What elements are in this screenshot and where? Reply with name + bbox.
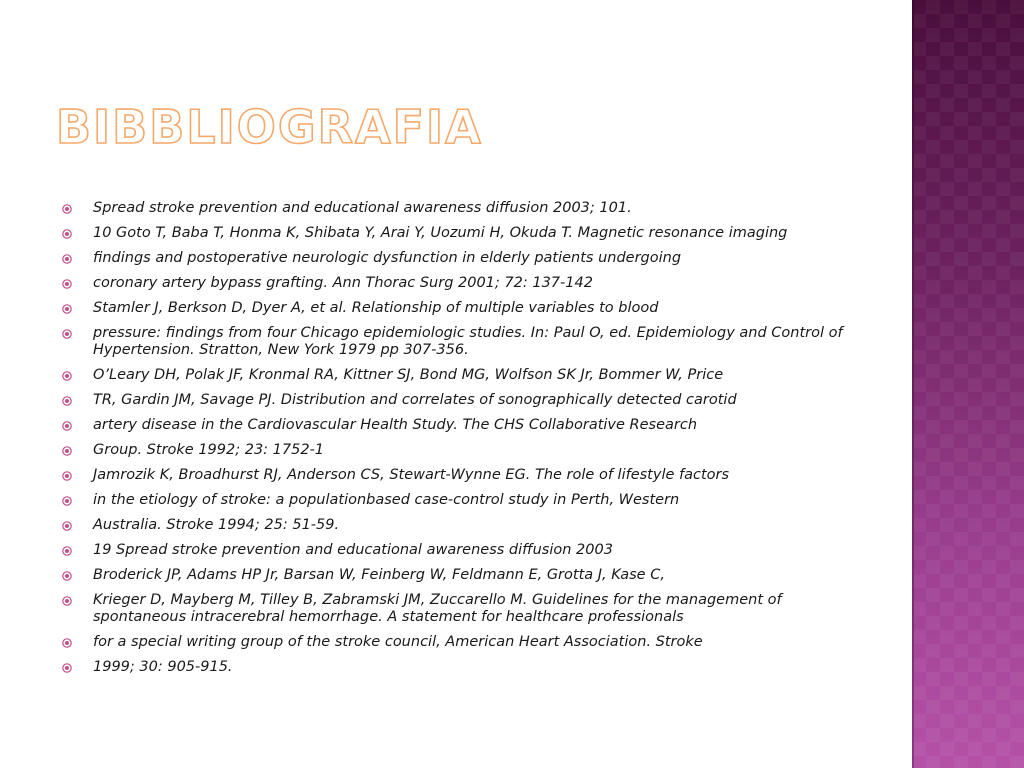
reference-item xyxy=(62,567,852,584)
circle-bullet-icon xyxy=(62,596,72,606)
reference-item xyxy=(62,542,852,559)
reference-text: in the etiology of stroke: a populationbased case-control study in Perth, Western xyxy=(93,492,680,508)
circle-bullet-icon xyxy=(62,571,72,581)
reference-item xyxy=(62,275,852,292)
circle-bullet-icon xyxy=(62,446,72,456)
reference-item xyxy=(62,392,852,409)
reference-text: 19 Spread stroke prevention and educational awareness diffusion 2003 xyxy=(93,542,613,558)
reference-text: Broderick JP, Adams HP Jr, Barsan W, Feinberg W, Feldmann E, Grotta J, Kase C, xyxy=(93,567,665,583)
reference-item xyxy=(62,492,852,509)
circle-bullet-icon xyxy=(62,371,72,381)
reference-text: Spread stroke prevention and educational awareness diffusion 2003; 101. xyxy=(93,200,632,216)
reference-item xyxy=(62,467,852,484)
circle-bullet-icon xyxy=(62,204,72,214)
reference-text: Australia. Stroke 1994; 25: 51-59. xyxy=(93,517,340,533)
reference-item xyxy=(62,250,852,267)
slide-title: BIBBLIOGRAFIA xyxy=(56,100,483,154)
circle-bullet-icon xyxy=(62,471,72,481)
decorative-side-panel xyxy=(912,0,1024,768)
reference-text: Group. Stroke 1992; 23: 1752-1 xyxy=(93,442,325,458)
reference-item xyxy=(62,634,852,651)
reference-item xyxy=(62,200,852,217)
circle-bullet-icon xyxy=(62,663,72,673)
circle-bullet-icon xyxy=(62,254,72,264)
circle-bullet-icon xyxy=(62,421,72,431)
reference-item xyxy=(62,442,852,459)
circle-bullet-icon xyxy=(62,496,72,506)
circle-bullet-icon xyxy=(62,396,72,406)
reference-text: pressure: findings from four Chicago epidemiologic studies. In: Paul O, ed. Epidemiology and Control of Hypertension. Stratton, New York 1979 pp 307-356. xyxy=(93,325,843,358)
reference-item xyxy=(62,592,852,626)
circle-bullet-icon xyxy=(62,546,72,556)
circle-bullet-icon xyxy=(62,229,72,239)
reference-text: for a special writing group of the stroke council, American Heart Association. Stroke xyxy=(93,634,703,650)
reference-text: artery disease in the Cardiovascular Health Study. The CHS Collaborative Research xyxy=(93,417,698,433)
reference-text: 1999; 30: 905-915. xyxy=(93,659,233,675)
reference-list xyxy=(62,200,852,684)
circle-bullet-icon xyxy=(62,304,72,314)
reference-item xyxy=(62,659,852,676)
reference-text: Krieger D, Mayberg M, Tilley B, Zabramski JM, Zuccarello M. Guidelines for the management of spontaneous intracerebral hemorrhage. A statement for healthcare professionals xyxy=(93,592,782,625)
reference-item xyxy=(62,225,852,242)
reference-item xyxy=(62,417,852,434)
reference-text: findings and postoperative neurologic dysfunction in elderly patients undergoing xyxy=(93,250,682,266)
circle-bullet-icon xyxy=(62,329,72,339)
reference-text: 10 Goto T, Baba T, Honma K, Shibata Y, Arai Y, Uozumi H, Okuda T. Magnetic resonance imaging xyxy=(93,225,788,241)
reference-text: coronary artery bypass grafting. Ann Thorac Surg 2001; 72: 137-142 xyxy=(93,275,593,291)
reference-text: TR, Gardin JM, Savage PJ. Distribution and correlates of sonographically detected carotid xyxy=(93,392,737,408)
reference-item xyxy=(62,367,852,384)
reference-item xyxy=(62,300,852,317)
reference-text: Jamrozik K, Broadhurst RJ, Anderson CS, Stewart-Wynne EG. The role of lifestyle factors xyxy=(93,467,730,483)
reference-text: O’Leary DH, Polak JF, Kronmal RA, Kittner SJ, Bond MG, Wolfson SK Jr, Bommer W, Price xyxy=(93,367,724,383)
circle-bullet-icon xyxy=(62,638,72,648)
circle-bullet-icon xyxy=(62,521,72,531)
reference-item xyxy=(62,325,852,359)
circle-bullet-icon xyxy=(62,279,72,289)
reference-item xyxy=(62,517,852,534)
reference-text: Stamler J, Berkson D, Dyer A, et al. Relationship of multiple variables to blood xyxy=(93,300,659,316)
